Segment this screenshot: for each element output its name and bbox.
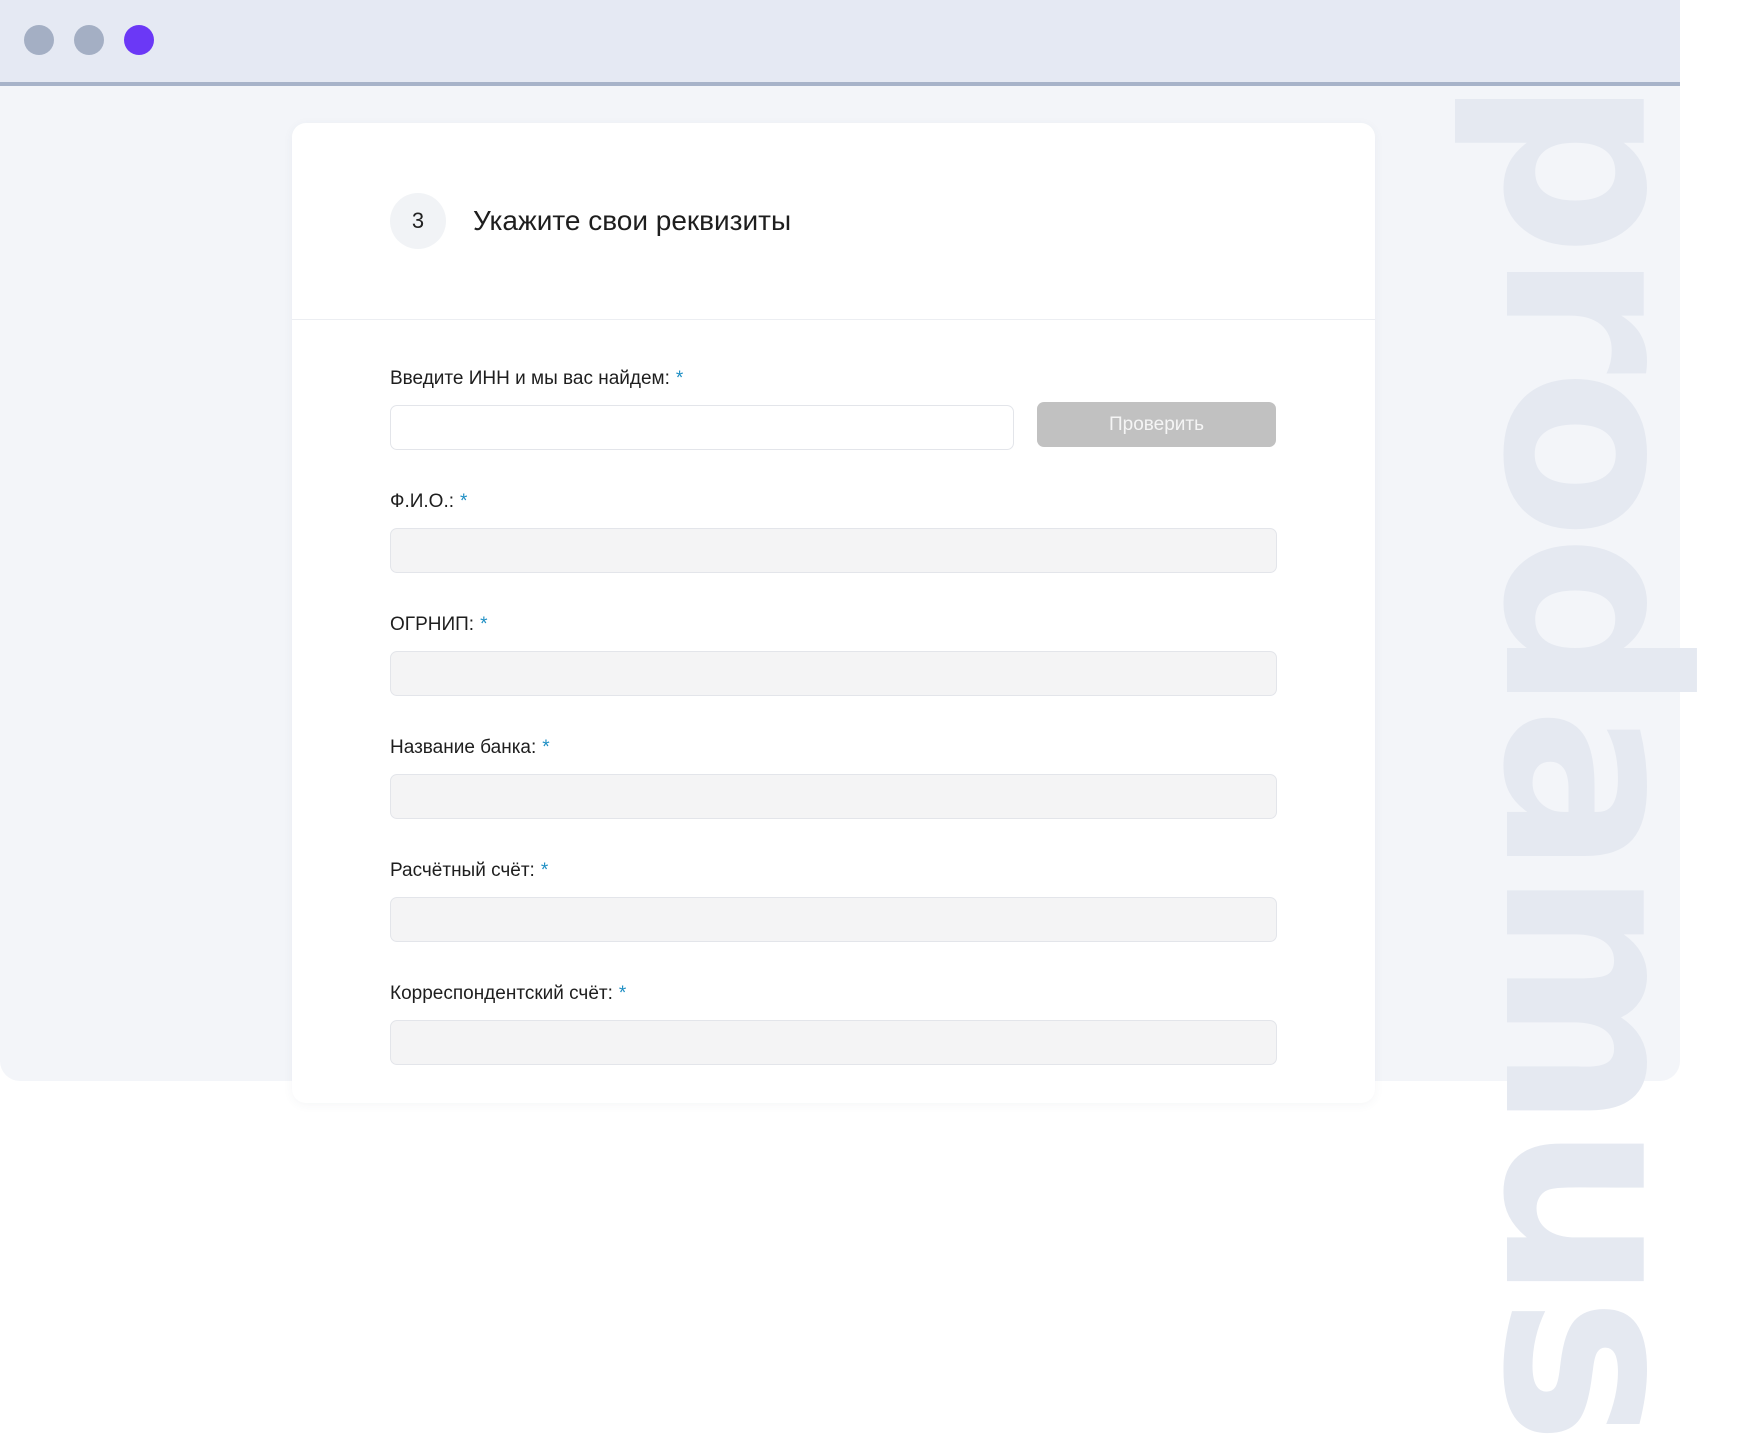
traffic-dot-3[interactable] — [124, 25, 154, 55]
traffic-dot-2[interactable] — [74, 25, 104, 55]
ogrnip-label — [390, 613, 1277, 637]
inn-input[interactable] — [390, 405, 1014, 450]
step-number-badge: 3 — [390, 193, 446, 249]
required-marker: * — [675, 368, 684, 389]
required-marker: * — [540, 860, 549, 881]
ogrnip-label-text: ОГРНИП: — [390, 614, 475, 635]
full-name-label — [390, 490, 1277, 514]
required-marker: * — [618, 983, 627, 1004]
bank-name-input[interactable] — [390, 774, 1277, 819]
full-name-label-text: Ф.И.О.: — [390, 491, 454, 512]
full-name-input[interactable] — [390, 528, 1277, 573]
correspondent-account-label-text: Корреспондентский счёт: — [390, 983, 613, 1004]
inn-label — [390, 367, 1014, 391]
check-inn-button[interactable]: Проверить — [1037, 402, 1276, 447]
correspondent-account-input[interactable] — [390, 1020, 1277, 1065]
field-bank-name — [390, 736, 1277, 819]
required-marker: * — [542, 737, 550, 758]
field-ogrnip — [390, 613, 1277, 696]
field-inn — [390, 367, 1014, 450]
bank-name-label-text: Название банка: — [390, 737, 537, 758]
settlement-account-label-text: Расчётный счёт: — [390, 860, 535, 881]
watermark-text: prodamus — [1448, 78, 1739, 1439]
field-full-name — [390, 490, 1277, 573]
window-titlebar — [0, 0, 1680, 86]
required-marker: * — [460, 491, 468, 512]
field-settlement-account — [390, 859, 1277, 942]
inn-label-text: Введите ИНН и мы вас найдем: — [390, 368, 670, 389]
traffic-dot-1[interactable] — [24, 25, 54, 55]
field-correspondent-account — [390, 982, 1277, 1065]
ogrnip-input[interactable] — [390, 651, 1277, 696]
bank-name-label — [390, 736, 1277, 760]
settlement-account-input[interactable] — [390, 897, 1277, 942]
brand-watermark — [1428, 78, 1739, 1439]
correspondent-account-label — [390, 982, 1277, 1006]
required-marker: * — [480, 614, 488, 635]
settlement-account-label — [390, 859, 1277, 883]
card-header — [292, 123, 1375, 320]
form-title: Укажите свои реквизиты — [473, 205, 792, 236]
